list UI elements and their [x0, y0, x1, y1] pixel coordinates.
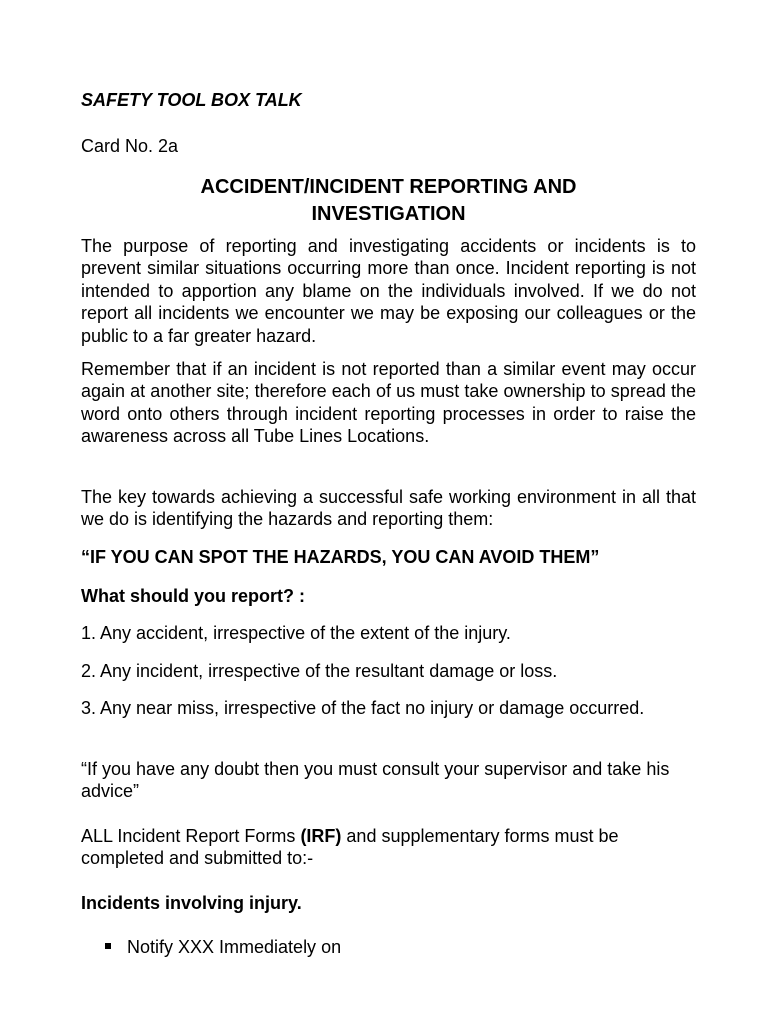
slogan: “IF YOU CAN SPOT THE HAZARDS, YOU CAN AVOID THEM”	[81, 547, 600, 567]
supervisor-quote: “If you have any doubt then you must consult your supervisor and take his advice”	[81, 759, 670, 802]
paragraph-purpose: The purpose of reporting and investigating accidents or incidents is to prevent similar situations occurring more than once. Incident reporting is not intended to apportion any blame on the individuals involved. If we do not report all incidents we encounter we may be exposing our colleagues or the public to a far greater hazard.	[81, 236, 696, 346]
report-item: 2. Any incident, irrespective of the resultant damage or loss.	[81, 661, 558, 681]
document-kicker: SAFETY TOOL BOX TALK	[81, 90, 302, 110]
forms-statement	[81, 825, 696, 870]
document-title	[81, 174, 696, 228]
card-number: Card No. 2a	[81, 136, 179, 156]
paragraph-key: The key towards achieving a successful safe working environment in all that we do is identifying the hazards and reporting them:	[81, 487, 696, 530]
forms-text-after: and supplementary forms must be completed and submitted to:-	[81, 826, 619, 869]
paragraph-remember: Remember that if an incident is not reported than a similar event may occur again at another site; therefore each of us must take ownership to spread the word onto others through incident reporting processes in order to raise the awareness across all Tube Lines Locations.	[81, 359, 696, 447]
injury-subheading: Incidents involving injury.	[81, 893, 302, 913]
bullet-text: Notify XXX Immediately on	[127, 937, 342, 957]
report-item: 1. Any accident, irrespective of the extent of the injury.	[81, 623, 511, 643]
report-question: What should you report? :	[81, 586, 305, 606]
forms-text-before: ALL Incident Report Forms	[81, 826, 301, 846]
bullet-item	[105, 936, 341, 958]
irf-abbreviation: (IRF)	[300, 826, 342, 846]
report-item: 3. Any near miss, irrespective of the fact no injury or damage occurred.	[81, 698, 645, 718]
title-line-2: INVESTIGATION	[311, 203, 466, 225]
title-line-1: ACCIDENT/INCIDENT REPORTING AND	[200, 176, 577, 198]
square-bullet-icon	[105, 943, 111, 949]
